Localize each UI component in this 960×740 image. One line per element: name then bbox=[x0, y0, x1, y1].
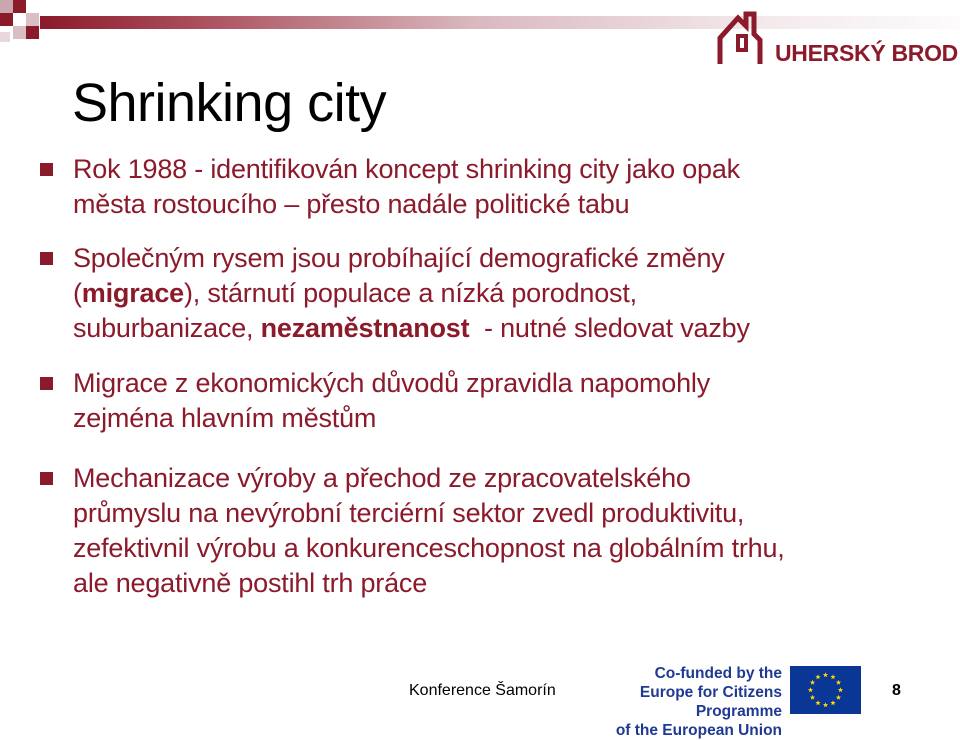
bullet-line bbox=[73, 496, 920, 531]
cofunded-line: of the European Union bbox=[615, 722, 782, 739]
bullet-text bbox=[73, 152, 920, 222]
eu-star-icon bbox=[836, 695, 841, 700]
text-run: Rok 1988 - identifikován koncept shrinking city jako opak bbox=[73, 154, 740, 184]
bullet-item-1 bbox=[40, 152, 920, 222]
bullet-line bbox=[73, 311, 920, 346]
text-run: Mechanizace výroby a přechod ze zpracovatelského bbox=[73, 463, 691, 493]
text-run: města rostoucího – přesto nadále politické tabu bbox=[73, 189, 630, 219]
bullet-line bbox=[73, 241, 920, 276]
eu-star-icon bbox=[838, 687, 843, 692]
cofunded-line: Co-funded by the bbox=[654, 665, 782, 682]
bullet-line bbox=[73, 366, 920, 401]
text-run: suburbanizace, bbox=[73, 313, 261, 343]
bold-term: migrace bbox=[81, 278, 184, 308]
eu-star-icon bbox=[823, 672, 828, 677]
cofunded-text bbox=[574, 664, 782, 740]
bullet-line bbox=[73, 276, 920, 311]
bullet-text bbox=[73, 241, 920, 346]
eu-flag-icon bbox=[790, 666, 861, 714]
bullet-square-icon bbox=[40, 163, 53, 176]
cofunded-line: Europe for Citizens Programme bbox=[639, 684, 782, 720]
text-run: ale negativně postihl trh práce bbox=[73, 568, 428, 598]
text-run: průmyslu na nevýrobní terciérní sektor zvedl produktivitu, bbox=[73, 498, 745, 528]
bullet-line bbox=[73, 461, 920, 496]
bullet-item-2 bbox=[40, 241, 920, 346]
bullet-square-icon bbox=[40, 252, 53, 265]
eu-star-icon bbox=[823, 702, 828, 707]
uhersky-brod-logo bbox=[716, 10, 958, 70]
eu-star-icon bbox=[808, 687, 813, 692]
footer-conference: Konference Šamorín bbox=[409, 682, 556, 699]
bullet-line bbox=[73, 566, 920, 601]
bullet-line bbox=[73, 152, 920, 187]
eu-star-icon bbox=[836, 680, 841, 685]
eu-star-icon bbox=[815, 700, 820, 705]
text-run: zejména hlavním městům bbox=[73, 403, 377, 433]
bullet-text bbox=[73, 366, 920, 436]
text-run: zefektivnil výrobu a konkurenceschopnost na globálním trhu, bbox=[73, 533, 785, 563]
slide-title: Shrinking city bbox=[72, 73, 387, 133]
eu-star-icon bbox=[830, 700, 835, 705]
text-run: Společným rysem jsou probíhající demografické změny bbox=[73, 243, 725, 273]
text-run: ), stárnutí populace a nízká porodnost, bbox=[183, 278, 637, 308]
bullet-square-icon bbox=[40, 472, 53, 485]
bullet-line bbox=[73, 187, 920, 222]
eu-star-icon bbox=[830, 674, 835, 679]
eu-star-icon bbox=[810, 695, 815, 700]
eu-star-icon bbox=[810, 680, 815, 685]
bullet-text bbox=[73, 461, 920, 601]
text-run: - nutné sledovat vazby bbox=[469, 313, 750, 343]
bullet-line bbox=[73, 531, 920, 566]
logo-text: UHERSKÝ BROD bbox=[775, 40, 958, 66]
text-run: Migrace z ekonomických důvodů zpravidla napomohly bbox=[73, 368, 711, 398]
text-run: ( bbox=[73, 278, 82, 308]
bullet-item-3 bbox=[40, 366, 920, 436]
bullet-item-4 bbox=[40, 461, 920, 601]
bold-term: nezaměstnanost bbox=[260, 313, 470, 343]
bullet-square-icon bbox=[40, 377, 53, 390]
eu-star-icon bbox=[815, 674, 820, 679]
bullet-line bbox=[73, 401, 920, 436]
house-logo-icon bbox=[716, 10, 776, 66]
page-number: 8 bbox=[892, 682, 901, 699]
